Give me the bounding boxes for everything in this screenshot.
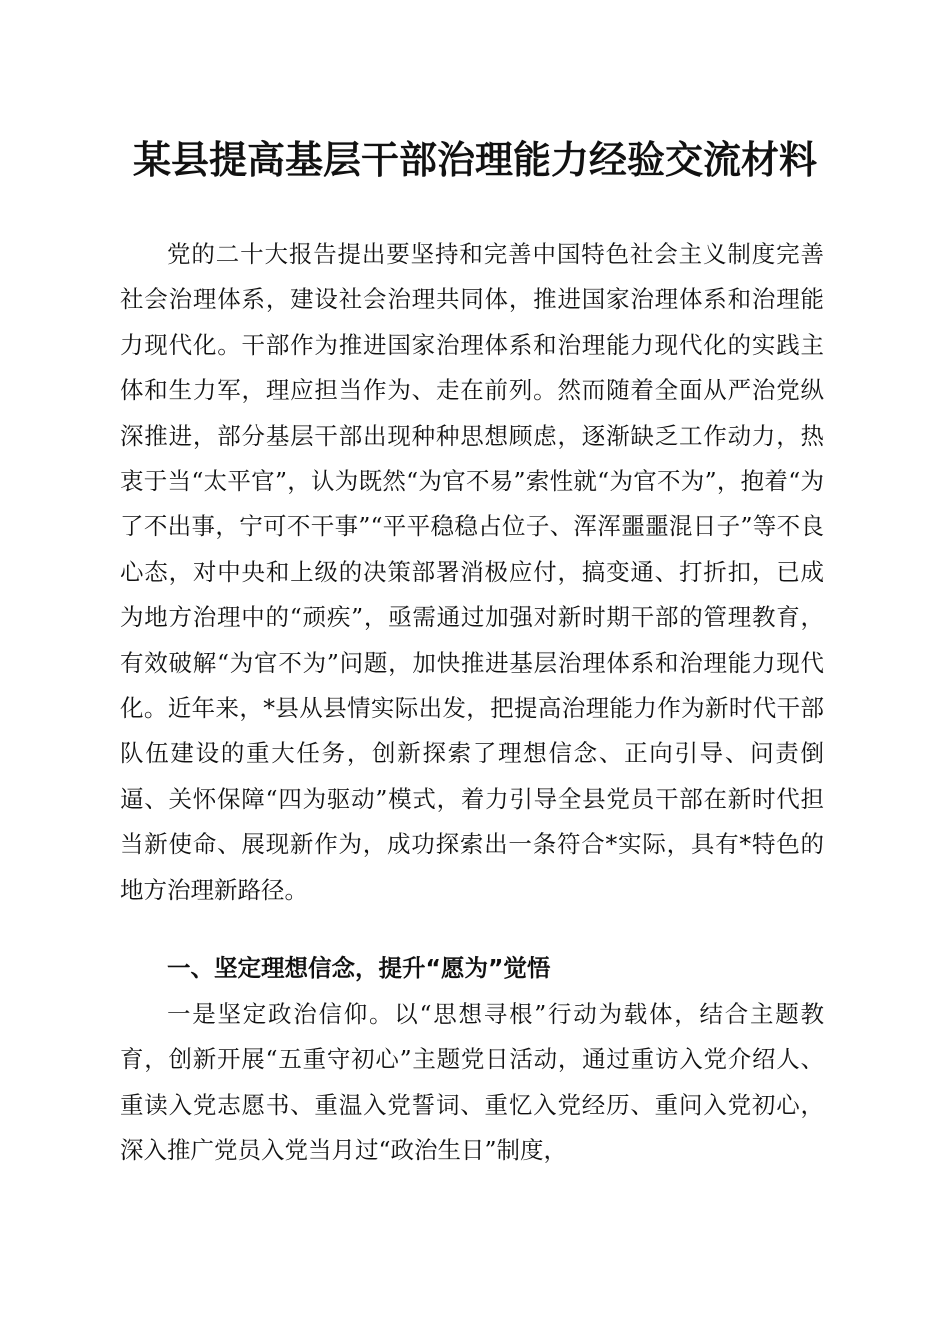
document-title: 某县提高基层干部治理能力经验交流材料: [132, 137, 817, 182]
section-1-heading: 一、坚定理想信念，提升“愿为”觉悟: [167, 954, 551, 982]
section-1-paragraph: 一是坚定政治信仰。以“思想寻根”行动为载体，结合主题教育，创新开展“五重守初心”主题党日活动，通过重访入党介绍人、重读入党志愿书、重温入党誓词、重忆入党经历、重问入党初心，深入推广党员入党当月过“政治生日”制度，: [120, 1000, 824, 1165]
intro-paragraph: 党的二十大报告提出要坚持和完善中国特色社会主义制度完善社会治理体系，建设社会治理共同体，推进国家治理体系和治理能力现代化。干部作为推进国家治理体系和治理能力现代化的实践主体和生力军，理应担当作为、走在前列。然而随着全面从严治党纵深推进，部分基层干部出现种种思想顾虑，逐渐缺乏工作动力，热衷于当“太平官”，认为既然“为官不易”索性就“为官不为”，抱着“为了不出事，宁可不干事”“平平稳稳占位子、浑浑噩噩混日子”等不良心态，对中央和上级的决策部署消极应付，搞变通、打折扣，已成为地方治理中的“顽疾”，亟需通过加强对新时期干部的管理教育，有效破解“为官不为”问题，加快推进基层治理体系和治理能力现代化。近年来，*县从县情实际出发，把提高治理能力作为新时代干部队伍建设的重大任务，创新探索了理想信念、正向引导、问责倒逼、关怀保障“四为驱动”模式，着力引导全县党员干部在新时代担当新使命、展现新作为，成功探索出一条符合*实际，具有*特色的地方治理新路径。: [120, 240, 824, 904]
